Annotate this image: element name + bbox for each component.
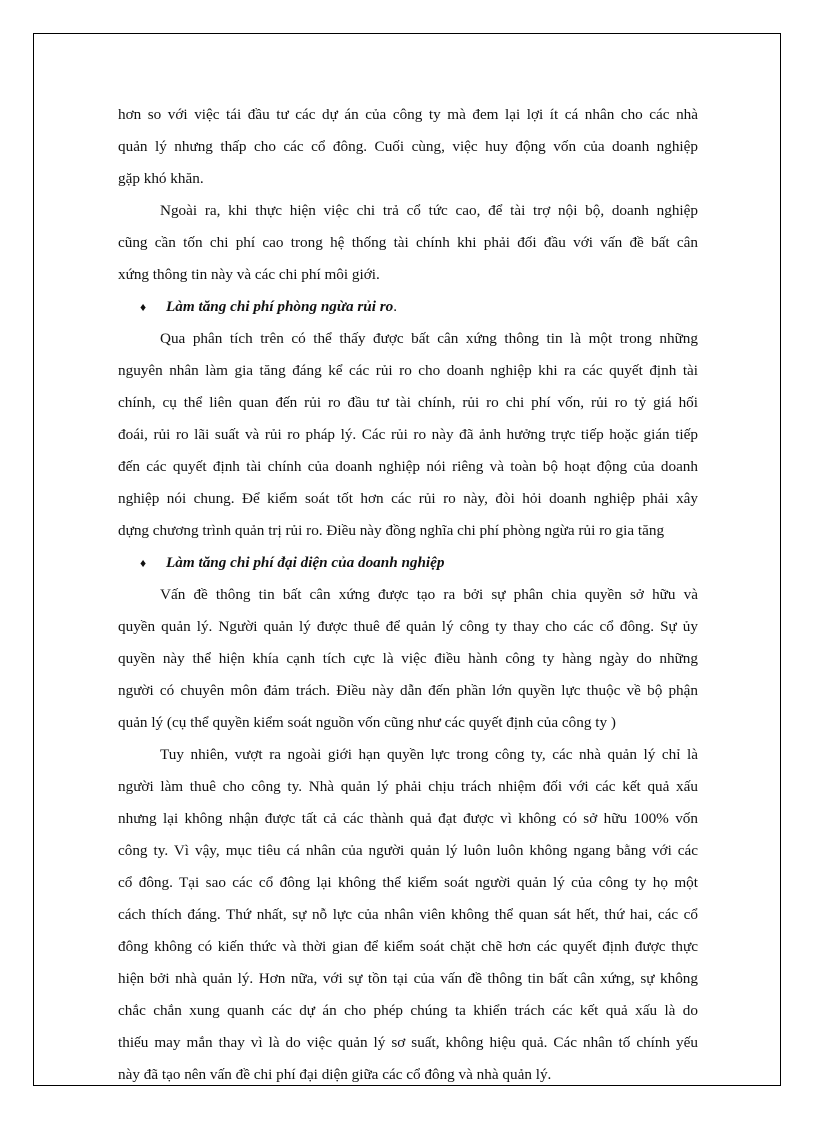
text-line: nhưng lại không nhận được tất cả các thành quả đạt được vì không có sở hữu 100% vốn <box>118 810 698 827</box>
text-line: công ty. Vì vậy, mục tiêu cá nhân của người quản lý luôn luôn không ngang bằng với các <box>118 842 698 859</box>
paragraph <box>118 197 698 293</box>
paragraph <box>118 581 698 741</box>
text-line: dựng chương trình quản trị rủi ro. Điều này đồng nghĩa chi phí phòng ngừa rủi ro gia tăng <box>118 522 665 539</box>
text-line: Tuy nhiên, vượt ra ngoài giới hạn quyền lực trong công ty, các nhà quản lý chỉ là <box>160 746 698 763</box>
text-line: đông không có kiến thức và thời gian để kiểm soát chặt chẽ hơn các quyết định được thực <box>118 938 698 955</box>
paragraph <box>118 101 698 197</box>
text-line: Vấn đề thông tin bất cân xứng được tạo ra bởi sự phân chia quyền sở hữu và <box>160 586 698 603</box>
text-line: chính, cụ thể liên quan đến rủi ro đầu tư tài chính, rủi ro chi phí vốn, rủi ro tỷ giá hối <box>118 394 698 411</box>
text-line: xứng thông tin này và các chi phí môi giới. <box>118 266 380 283</box>
paragraph <box>118 741 698 1093</box>
text-line: người làm thuê cho công ty. Nhà quản lý phải chịu trách nhiệm đối với các kết quả xấu <box>118 778 698 795</box>
text-line: cổ đông. Tại sao các cổ đông lại không thể kiểm soát người quản lý của công ty họ một <box>118 874 698 891</box>
bullet-heading-text: Làm tăng chi phí đại diện của doanh nghiệp <box>166 554 445 571</box>
bullet-heading <box>118 549 698 581</box>
text-line: gặp khó khăn. <box>118 170 204 187</box>
text-line: hiện bởi nhà quản lý. Hơn nữa, với sự tồn tại của vấn đề thông tin bất cân xứng, sự không <box>118 970 698 987</box>
diamond-bullet-icon: ♦ <box>140 556 147 570</box>
text-line: thiếu may mắn thay vì là do việc quản lý sơ suất, không hiệu quả. Các nhân tố chính yếu <box>118 1034 698 1051</box>
text-line: quyền quản lý. Người quản lý được thuê để quản lý công ty thay cho các cổ đông. Sự ủy <box>118 618 698 635</box>
text-line: quản lý nhưng thấp cho các cổ đông. Cuối cùng, việc huy động vốn của doanh nghiệp <box>118 138 698 155</box>
text-line: nghiệp nói chung. Để kiểm soát tốt hơn các rủi ro này, đòi hỏi doanh nghiệp phải xây <box>118 490 698 507</box>
text-line: người có chuyên môn đảm trách. Điều này dẫn đến phần lớn quyền lực thuộc về bộ phận <box>118 682 698 699</box>
text-line: này đã tạo nên vấn đề chi phí đại diện giữa các cổ đông và nhà quản lý. <box>118 1066 552 1083</box>
text-line: đoái, rủi ro lãi suất và rủi ro pháp lý. Các rủi ro này đã ảnh hưởng trực tiếp hoặc gián tiếp <box>118 426 698 443</box>
text-line: đến các quyết định tài chính của doanh nghiệp nói riêng và toàn bộ hoạt động của doanh <box>118 458 698 475</box>
text-line: Ngoài ra, khi thực hiện việc chi trả cổ tức cao, để tài trợ nội bộ, doanh nghiệp <box>160 202 698 219</box>
text-line: hơn so với việc tái đầu tư các dự án của công ty mà đem lại lợi ít cá nhân cho các nhà <box>118 106 698 123</box>
text-line: quản lý (cụ thể quyền kiểm soát nguồn vốn cũng như các quyết định của công ty ) <box>118 714 616 731</box>
bullet-heading-suffix: . <box>393 298 398 315</box>
text-line: nguyên nhân làm gia tăng đáng kể các rủi ro cho doanh nghiệp khi ra các quyết định tài <box>118 362 698 379</box>
document-body <box>118 101 698 1093</box>
paragraph <box>118 325 698 549</box>
bullet-heading-text: Làm tăng chi phí phòng ngừa rủi ro <box>166 298 394 315</box>
text-line: Qua phân tích trên có thể thấy được bất cân xứng thông tin là một trong những <box>160 330 698 347</box>
text-line: cách thích đáng. Thứ nhất, sự nỗ lực của nhân viên không thể quan sát hết, thứ hai, các cổ <box>118 906 698 923</box>
text-line: chắc chắn xung quanh các dự án cho phép chúng ta khiển trách các kết quả xấu là do <box>118 1002 698 1019</box>
bullet-heading <box>118 293 698 325</box>
text-line: cũng cần tốn chi phí cao trong hệ thống tài chính khi phải đối đầu với vấn đề bất cân <box>118 234 698 251</box>
text-line: quyền này thể hiện khía cạnh tích cực là việc điều hành công ty hàng ngày do những <box>118 650 698 667</box>
diamond-bullet-icon: ♦ <box>140 300 147 314</box>
